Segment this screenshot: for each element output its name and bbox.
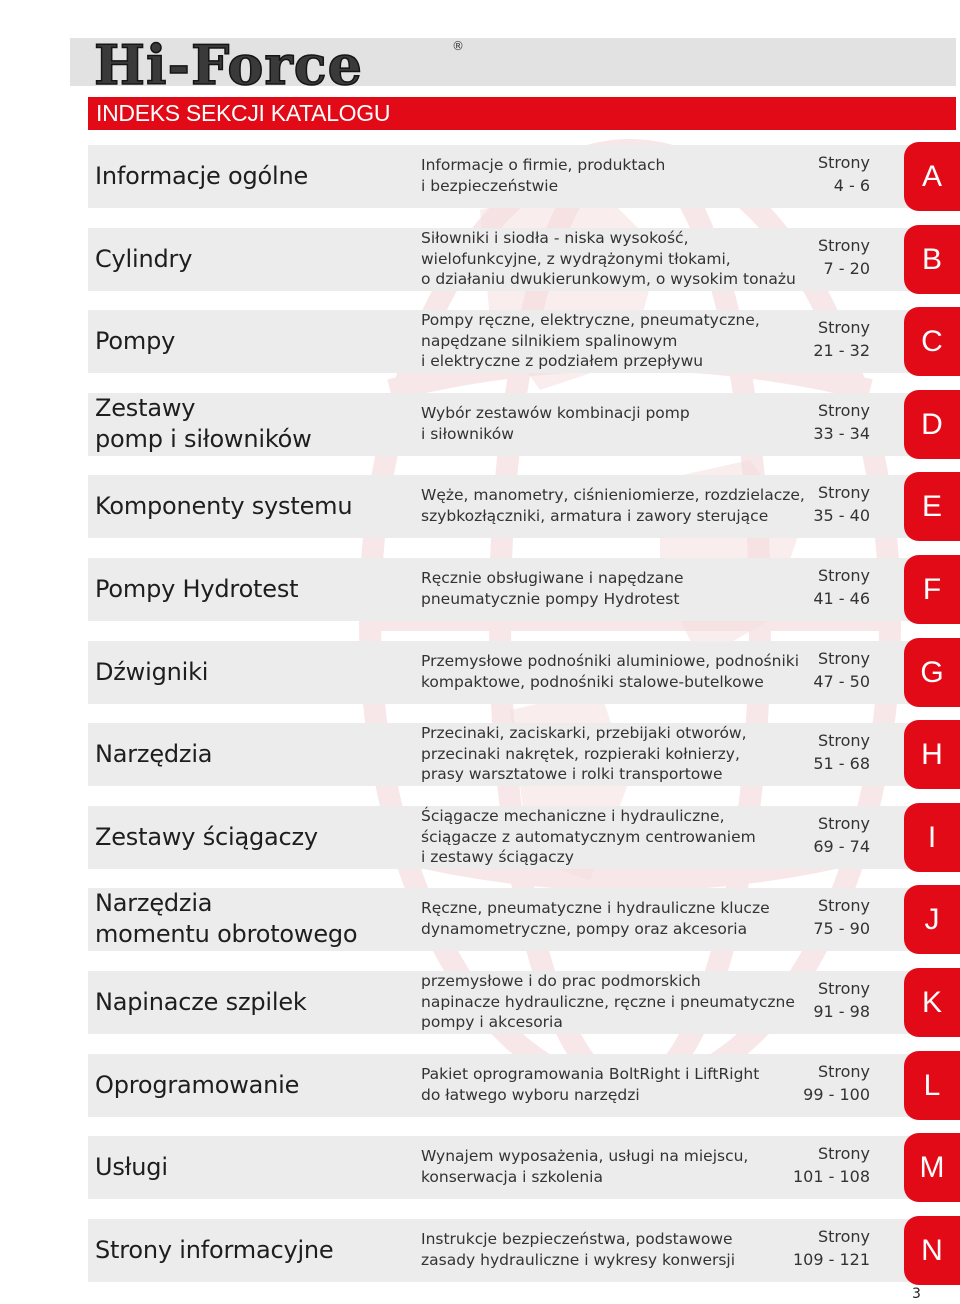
hi-force-logo (92, 36, 472, 92)
page-range: 91 - 98 (813, 1002, 870, 1021)
section-description: Ręczne, pneumatyczne i hydrauliczne klucze dynamometryczne, pompy oraz akcesoria (421, 899, 770, 938)
page-range: 51 - 68 (813, 754, 870, 773)
page-range: 69 - 74 (813, 837, 870, 856)
page-range: 99 - 100 (803, 1085, 870, 1104)
section-description: Siłowniki i siodła - niska wysokość, wielofunkcyjne, z wydrążonymi tłokami, o działaniu dwukierunkowym, o wysokim tonażu (421, 229, 796, 288)
section-letter-tab[interactable]: A (904, 142, 960, 211)
section-row (88, 475, 956, 538)
section-row (88, 1219, 956, 1282)
section-letter-tab[interactable]: C (904, 307, 960, 376)
section-letter-tab[interactable]: H (904, 720, 960, 789)
page-range: 47 - 50 (813, 672, 870, 691)
pages-label: Strony (817, 731, 870, 750)
section-name: Oprogramowanie (95, 1071, 300, 1099)
section-name: Pompy Hydrotest (95, 575, 299, 603)
section-name: Zestawy ściągaczy (95, 823, 318, 851)
section-name: Napinacze szpilek (95, 988, 307, 1016)
page-range: 33 - 34 (813, 424, 870, 443)
section-name: Informacje ogólne (95, 162, 309, 190)
section-name: Usługi (95, 1153, 168, 1181)
section-description: Wynajem wyposażenia, usługi na miejscu, konserwacja i szkolenia (421, 1147, 749, 1186)
page-range: 41 - 46 (813, 589, 870, 608)
section-row (88, 641, 956, 704)
section-description: Informacje o firmie, produktach i bezpieczeństwie (421, 156, 666, 195)
pages-label: Strony (817, 649, 870, 668)
section-description: Przecinaki, zaciskarki, przebijaki otworów, przecinaki nakrętek, rozpieraki kołnierzy, prasy warsztatowe i rolki transportowe (421, 724, 747, 783)
page-range: 75 - 90 (813, 919, 870, 938)
section-description: przemysłowe i do prac podmorskich napinacze hydrauliczne, ręczne i pneumatyczne pompy i akcesoria (421, 972, 795, 1031)
section-name: Pompy (95, 327, 176, 355)
svg-text:Hi-Force: Hi-Force (94, 36, 364, 92)
section-row (88, 888, 956, 951)
section-row (88, 558, 956, 621)
pages-label: Strony (817, 236, 870, 255)
section-row (88, 310, 956, 373)
section-letter-tab[interactable]: I (904, 803, 960, 872)
section-row (88, 228, 956, 291)
page-range: 109 - 121 (792, 1250, 870, 1269)
pages-label: Strony (817, 483, 870, 502)
section-description: Węże, manometry, ciśnieniomierze, rozdzielacze, szybkozłączniki, armatura i zawory sterujące (421, 486, 805, 525)
pages-label: Strony (817, 1144, 870, 1163)
section-letter-tab[interactable]: N (904, 1216, 960, 1285)
catalog-index-title-bar (88, 97, 956, 130)
section-name: Narzędzia momentu obrotowego (95, 889, 358, 948)
section-row (88, 723, 956, 786)
page-range: 35 - 40 (813, 506, 870, 525)
section-description: Pakiet oprogramowania BoltRight i LiftRight do łatwego wyboru narzędzi (421, 1065, 760, 1104)
section-row (88, 971, 956, 1034)
pages-label: Strony (817, 896, 870, 915)
header-bar-gap (0, 38, 70, 86)
page-range: 4 - 6 (833, 176, 870, 195)
section-letter-tab[interactable]: J (904, 885, 960, 954)
svg-text:®: ® (452, 39, 464, 53)
page-range: 21 - 32 (813, 341, 870, 360)
section-row (88, 393, 956, 456)
section-letter-tab[interactable]: G (904, 638, 960, 707)
pages-label: Strony (817, 318, 870, 337)
section-letter-tab[interactable]: F (904, 555, 960, 624)
section-letter-tab[interactable]: D (904, 390, 960, 459)
section-row (88, 1054, 956, 1117)
section-description: Pompy ręczne, elektryczne, pneumatyczne, napędzane silnikiem spalinowym i elektryczne z podziałem przepływu (421, 311, 760, 370)
pages-label: Strony (817, 566, 870, 585)
section-name: Strony informacyjne (95, 1236, 334, 1264)
pages-label: Strony (817, 153, 870, 172)
section-name: Dźwigniki (95, 658, 209, 686)
catalog-index-title: INDEKS SEKCJI KATALOGU (96, 100, 391, 126)
section-description: Ręcznie obsługiwane i napędzane pneumatycznie pompy Hydrotest (421, 569, 684, 608)
pages-label: Strony (817, 814, 870, 833)
section-row (88, 1136, 956, 1199)
section-name: Zestawy pomp i siłowników (95, 394, 312, 453)
section-description: Przemysłowe podnośniki aluminiowe, podnośniki kompaktowe, podnośniki stalowe-butelkowe (421, 652, 800, 691)
pages-label: Strony (817, 401, 870, 420)
section-letter-tab[interactable]: M (904, 1133, 960, 1202)
section-letter-tab[interactable]: L (904, 1051, 960, 1120)
section-name: Narzędzia (95, 740, 213, 768)
section-row (88, 806, 956, 869)
page-range: 101 - 108 (792, 1167, 870, 1186)
pages-label: Strony (817, 1227, 870, 1246)
section-description: Wybór zestawów kombinacji pomp i siłowników (421, 404, 690, 443)
page-range: 7 - 20 (823, 259, 870, 278)
section-name: Cylindry (95, 245, 193, 273)
section-description: Ściągacze mechaniczne i hydrauliczne, ściągacze z automatycznym centrowaniem i zestawy ściągaczy (421, 807, 756, 866)
pages-label: Strony (817, 1062, 870, 1081)
section-description: Instrukcje bezpieczeństwa, podstawowe zasady hydrauliczne i wykresy konwersji (421, 1230, 736, 1269)
section-name: Komponenty systemu (95, 492, 353, 520)
section-letter-tab[interactable]: K (904, 968, 960, 1037)
pages-label: Strony (817, 979, 870, 998)
section-letter-tab[interactable]: E (904, 472, 960, 541)
page-number: 3 (912, 1286, 921, 1302)
section-letter-tab[interactable]: B (904, 225, 960, 294)
section-row (88, 145, 956, 208)
